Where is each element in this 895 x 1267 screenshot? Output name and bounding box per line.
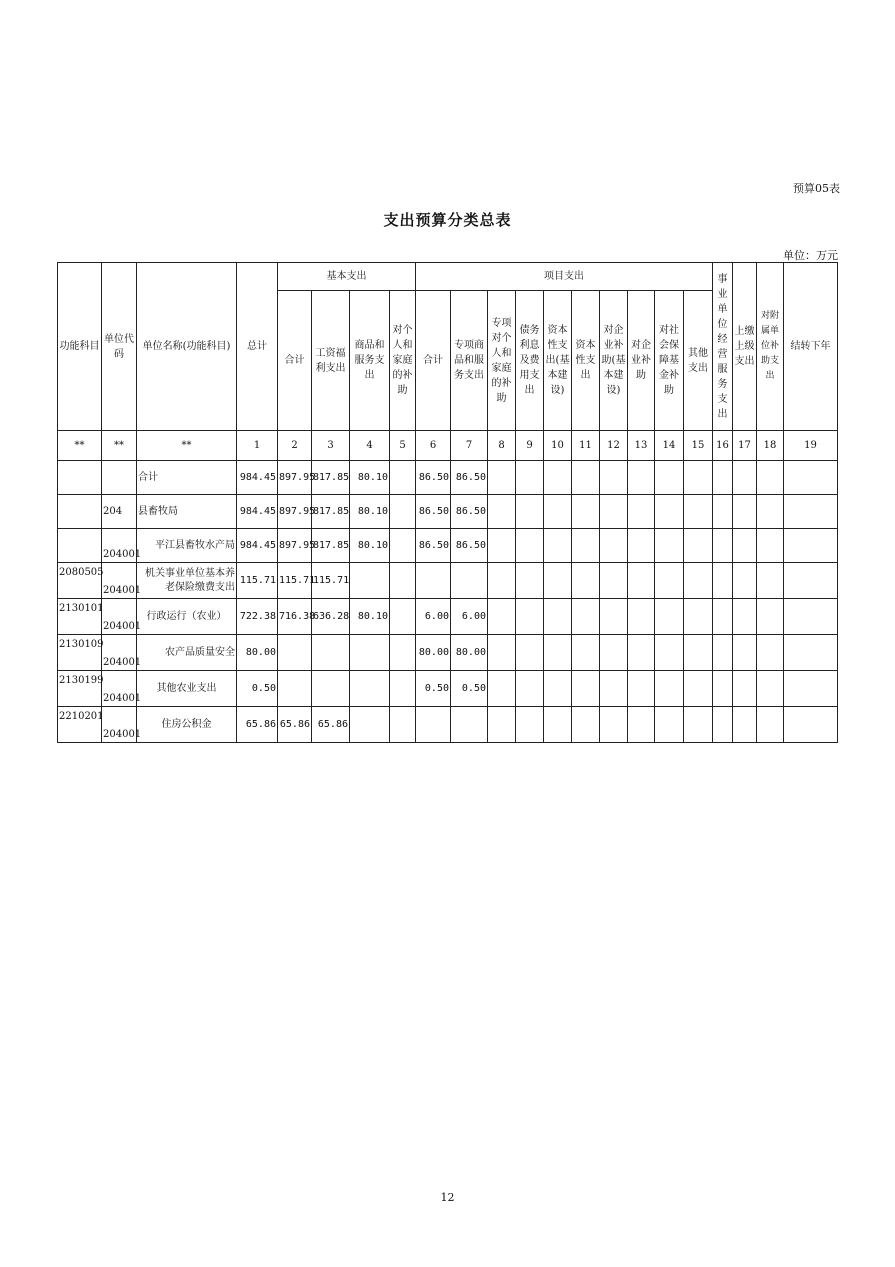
column-number: 1	[237, 431, 278, 461]
column-number: 2	[278, 431, 312, 461]
empty-cell	[713, 563, 733, 599]
proj-sum-cell: 6.00	[416, 599, 451, 635]
header-unit-name: 单位名称(功能科目)	[137, 263, 237, 431]
header-basic-group: 基本支出	[278, 263, 416, 291]
basic-sum-cell: 716.38	[278, 599, 312, 635]
header-func-code: 功能科目	[58, 263, 102, 431]
proj-sum-cell: 0.50	[416, 671, 451, 707]
column-number: 7	[451, 431, 488, 461]
empty-cell	[655, 563, 684, 599]
unit-name-cell: 行政运行（农业）	[137, 599, 237, 635]
table-row	[58, 707, 838, 743]
basic-family-cell	[390, 529, 416, 563]
column-number: 12	[600, 431, 628, 461]
header-proj-enterprise-build: 对企业补助(基本建设)	[600, 291, 628, 431]
empty-cell	[600, 635, 628, 671]
total-cell: 115.71	[237, 563, 278, 599]
empty-cell	[572, 529, 600, 563]
header-total: 总计	[237, 263, 278, 431]
empty-cell	[600, 671, 628, 707]
basic-goods-cell: 80.10	[350, 599, 390, 635]
proj-sum-cell: 86.50	[416, 529, 451, 563]
total-cell: 0.50	[237, 671, 278, 707]
header-project-group: 项目支出	[416, 263, 713, 291]
func-code-cell: 2210201	[58, 707, 102, 743]
empty-cell	[733, 635, 757, 671]
header-proj-family: 专项对个人和家庭的补助	[488, 291, 516, 431]
column-number: 13	[628, 431, 655, 461]
column-number: 11	[572, 431, 600, 461]
empty-cell	[713, 461, 733, 495]
header-inst-operating: 事业单位经营服务支出	[713, 263, 733, 431]
empty-cell	[684, 599, 713, 635]
empty-cell	[784, 563, 838, 599]
basic-family-cell	[390, 495, 416, 529]
basic-goods-cell	[350, 707, 390, 743]
empty-cell	[713, 671, 733, 707]
basic-sum-cell: 115.71	[278, 563, 312, 599]
basic-sum-cell: 897.95	[278, 529, 312, 563]
column-number: **	[58, 431, 102, 461]
func-code-cell	[58, 495, 102, 529]
column-number: **	[137, 431, 237, 461]
empty-cell	[757, 599, 784, 635]
column-number: 16	[713, 431, 733, 461]
column-number: 10	[544, 431, 572, 461]
header-proj-capital-build: 资本性支出(基本建设)	[544, 291, 572, 431]
header-proj-social: 对社会保障基金补助	[655, 291, 684, 431]
empty-cell	[713, 495, 733, 529]
proj-goods-cell: 86.50	[451, 495, 488, 529]
empty-cell	[544, 707, 572, 743]
total-cell: 65.86	[237, 707, 278, 743]
header-carry-forward: 结转下年	[784, 263, 838, 431]
empty-cell	[516, 635, 544, 671]
empty-cell	[572, 635, 600, 671]
unit-code-cell: 204001	[102, 635, 137, 671]
header-proj-sum: 合计	[416, 291, 451, 431]
empty-cell	[544, 599, 572, 635]
table-row	[58, 563, 838, 599]
header-proj-goods: 专项商品和服务支出	[451, 291, 488, 431]
table-row	[58, 599, 838, 635]
empty-cell	[757, 707, 784, 743]
basic-wage-cell	[312, 635, 350, 671]
empty-cell	[733, 599, 757, 635]
unit-code-cell	[102, 461, 137, 495]
empty-cell	[784, 495, 838, 529]
total-cell: 984.45	[237, 461, 278, 495]
basic-family-cell	[390, 707, 416, 743]
empty-cell	[628, 671, 655, 707]
empty-cell	[684, 635, 713, 671]
header-basic-goods: 商品和服务支出	[350, 291, 390, 431]
proj-goods-cell: 80.00	[451, 635, 488, 671]
empty-cell	[600, 529, 628, 563]
empty-cell	[757, 461, 784, 495]
table-row	[58, 495, 838, 529]
empty-cell	[757, 495, 784, 529]
header-proj-capital: 资本性支出	[572, 291, 600, 431]
proj-sum-cell	[416, 563, 451, 599]
header-affiliate-subsidy: 对附属单位补助支出	[757, 263, 784, 431]
column-number: 4	[350, 431, 390, 461]
unit-name-cell: 合计	[137, 461, 237, 495]
empty-cell	[655, 495, 684, 529]
empty-cell	[684, 495, 713, 529]
empty-cell	[757, 563, 784, 599]
basic-sum-cell: 897.95	[278, 495, 312, 529]
empty-cell	[628, 635, 655, 671]
unit-code-cell: 204	[102, 495, 137, 529]
proj-goods-cell: 86.50	[451, 529, 488, 563]
unit-code-cell: 204001	[102, 563, 137, 599]
empty-cell	[600, 599, 628, 635]
empty-cell	[544, 671, 572, 707]
empty-cell	[544, 461, 572, 495]
basic-goods-cell: 80.10	[350, 461, 390, 495]
func-code-cell: 2130109	[58, 635, 102, 671]
empty-cell	[572, 461, 600, 495]
table-row	[58, 635, 838, 671]
basic-family-cell	[390, 671, 416, 707]
empty-cell	[655, 671, 684, 707]
proj-goods-cell: 6.00	[451, 599, 488, 635]
page-number: 12	[440, 1191, 455, 1204]
empty-cell	[784, 599, 838, 635]
unit-label: 单位：万元	[783, 249, 838, 262]
column-number: 19	[784, 431, 838, 461]
empty-cell	[628, 707, 655, 743]
func-code-cell: 2130199	[58, 671, 102, 707]
table-row	[58, 671, 838, 707]
unit-code-cell: 204001	[102, 529, 137, 563]
empty-cell	[733, 529, 757, 563]
empty-cell	[516, 599, 544, 635]
proj-sum-cell: 86.50	[416, 495, 451, 529]
empty-cell	[713, 635, 733, 671]
unit-name-cell: 平江县畜牧水产局	[137, 529, 237, 563]
column-number: 5	[390, 431, 416, 461]
empty-cell	[628, 529, 655, 563]
empty-cell	[516, 461, 544, 495]
empty-cell	[488, 635, 516, 671]
unit-name-cell: 农产品质量安全	[137, 635, 237, 671]
header-proj-enterprise: 对企业补助	[628, 291, 655, 431]
basic-goods-cell: 80.10	[350, 529, 390, 563]
basic-sum-cell	[278, 671, 312, 707]
column-number: 6	[416, 431, 451, 461]
basic-wage-cell: 817.85	[312, 495, 350, 529]
column-number: 9	[516, 431, 544, 461]
column-number: 17	[733, 431, 757, 461]
empty-cell	[600, 563, 628, 599]
empty-cell	[544, 635, 572, 671]
empty-cell	[488, 461, 516, 495]
empty-cell	[628, 563, 655, 599]
page-title: 支出预算分类总表	[383, 211, 512, 229]
empty-cell	[655, 461, 684, 495]
empty-cell	[516, 495, 544, 529]
column-number: 18	[757, 431, 784, 461]
func-code-cell	[58, 461, 102, 495]
unit-name-cell: 县畜牧局	[137, 495, 237, 529]
empty-cell	[784, 707, 838, 743]
total-cell: 80.00	[237, 635, 278, 671]
empty-cell	[655, 635, 684, 671]
empty-cell	[757, 529, 784, 563]
proj-goods-cell	[451, 563, 488, 599]
empty-cell	[784, 635, 838, 671]
empty-cell	[655, 707, 684, 743]
form-number: 预算05表	[793, 182, 840, 195]
func-code-cell: 2130101	[58, 599, 102, 635]
unit-code-cell: 204001	[102, 599, 137, 635]
empty-cell	[488, 495, 516, 529]
empty-cell	[600, 707, 628, 743]
empty-cell	[757, 671, 784, 707]
empty-cell	[544, 495, 572, 529]
basic-goods-cell: 80.10	[350, 495, 390, 529]
empty-cell	[784, 529, 838, 563]
column-number: 14	[655, 431, 684, 461]
unit-code-cell: 204001	[102, 671, 137, 707]
total-cell: 722.38	[237, 599, 278, 635]
empty-cell	[516, 707, 544, 743]
empty-cell	[572, 563, 600, 599]
empty-cell	[572, 707, 600, 743]
basic-wage-cell: 817.85	[312, 461, 350, 495]
basic-wage-cell: 636.28	[312, 599, 350, 635]
basic-goods-cell	[350, 563, 390, 599]
empty-cell	[600, 495, 628, 529]
empty-cell	[655, 599, 684, 635]
empty-cell	[628, 599, 655, 635]
empty-cell	[784, 461, 838, 495]
empty-cell	[516, 671, 544, 707]
budget-table	[57, 262, 838, 743]
header-basic-family: 对个人和家庭的补助	[390, 291, 416, 431]
proj-sum-cell: 86.50	[416, 461, 451, 495]
proj-sum-cell: 80.00	[416, 635, 451, 671]
empty-cell	[544, 563, 572, 599]
empty-cell	[684, 461, 713, 495]
basic-goods-cell	[350, 671, 390, 707]
basic-family-cell	[390, 635, 416, 671]
proj-goods-cell: 0.50	[451, 671, 488, 707]
column-number: 15	[684, 431, 713, 461]
basic-wage-cell: 817.85	[312, 529, 350, 563]
empty-cell	[713, 529, 733, 563]
empty-cell	[713, 599, 733, 635]
basic-wage-cell	[312, 671, 350, 707]
empty-cell	[733, 461, 757, 495]
total-cell: 984.45	[237, 495, 278, 529]
empty-cell	[572, 495, 600, 529]
basic-family-cell	[390, 599, 416, 635]
basic-family-cell	[390, 461, 416, 495]
empty-cell	[655, 529, 684, 563]
basic-sum-cell: 897.95	[278, 461, 312, 495]
empty-cell	[488, 599, 516, 635]
basic-family-cell	[390, 563, 416, 599]
column-number: 8	[488, 431, 516, 461]
header-unit-code: 单位代码	[102, 263, 137, 431]
empty-cell	[488, 563, 516, 599]
func-code-cell: 2080505	[58, 563, 102, 599]
table-row	[58, 529, 838, 563]
empty-cell	[572, 671, 600, 707]
empty-cell	[684, 707, 713, 743]
header-basic-sum: 合计	[278, 291, 312, 431]
empty-cell	[488, 671, 516, 707]
basic-wage-cell: 65.86	[312, 707, 350, 743]
empty-cell	[713, 707, 733, 743]
empty-cell	[600, 461, 628, 495]
empty-cell	[628, 461, 655, 495]
empty-cell	[628, 495, 655, 529]
unit-code-cell: 204001	[102, 707, 137, 743]
header-basic-wage: 工资福利支出	[312, 291, 350, 431]
empty-cell	[684, 563, 713, 599]
basic-wage-cell: 115.71	[312, 563, 350, 599]
column-number: **	[102, 431, 137, 461]
header-proj-debt: 债务利息及费用支出	[516, 291, 544, 431]
column-number-row	[58, 431, 838, 461]
basic-goods-cell	[350, 635, 390, 671]
proj-goods-cell: 86.50	[451, 461, 488, 495]
header-proj-other: 其他支出	[684, 291, 713, 431]
unit-name-cell: 机关事业单位基本养老保险缴费支出	[137, 563, 237, 599]
empty-cell	[733, 563, 757, 599]
total-cell: 984.45	[237, 529, 278, 563]
empty-cell	[516, 563, 544, 599]
unit-name-cell: 其他农业支出	[137, 671, 237, 707]
header-upper-payment: 上缴上级支出	[733, 263, 757, 431]
proj-sum-cell	[416, 707, 451, 743]
basic-sum-cell	[278, 635, 312, 671]
empty-cell	[757, 635, 784, 671]
empty-cell	[684, 529, 713, 563]
empty-cell	[733, 671, 757, 707]
column-number: 3	[312, 431, 350, 461]
empty-cell	[733, 707, 757, 743]
proj-goods-cell	[451, 707, 488, 743]
empty-cell	[516, 529, 544, 563]
func-code-cell	[58, 529, 102, 563]
empty-cell	[784, 671, 838, 707]
empty-cell	[572, 599, 600, 635]
empty-cell	[684, 671, 713, 707]
empty-cell	[733, 495, 757, 529]
basic-sum-cell: 65.86	[278, 707, 312, 743]
empty-cell	[488, 529, 516, 563]
table-row	[58, 461, 838, 495]
empty-cell	[488, 707, 516, 743]
unit-name-cell: 住房公积金	[137, 707, 237, 743]
empty-cell	[544, 529, 572, 563]
